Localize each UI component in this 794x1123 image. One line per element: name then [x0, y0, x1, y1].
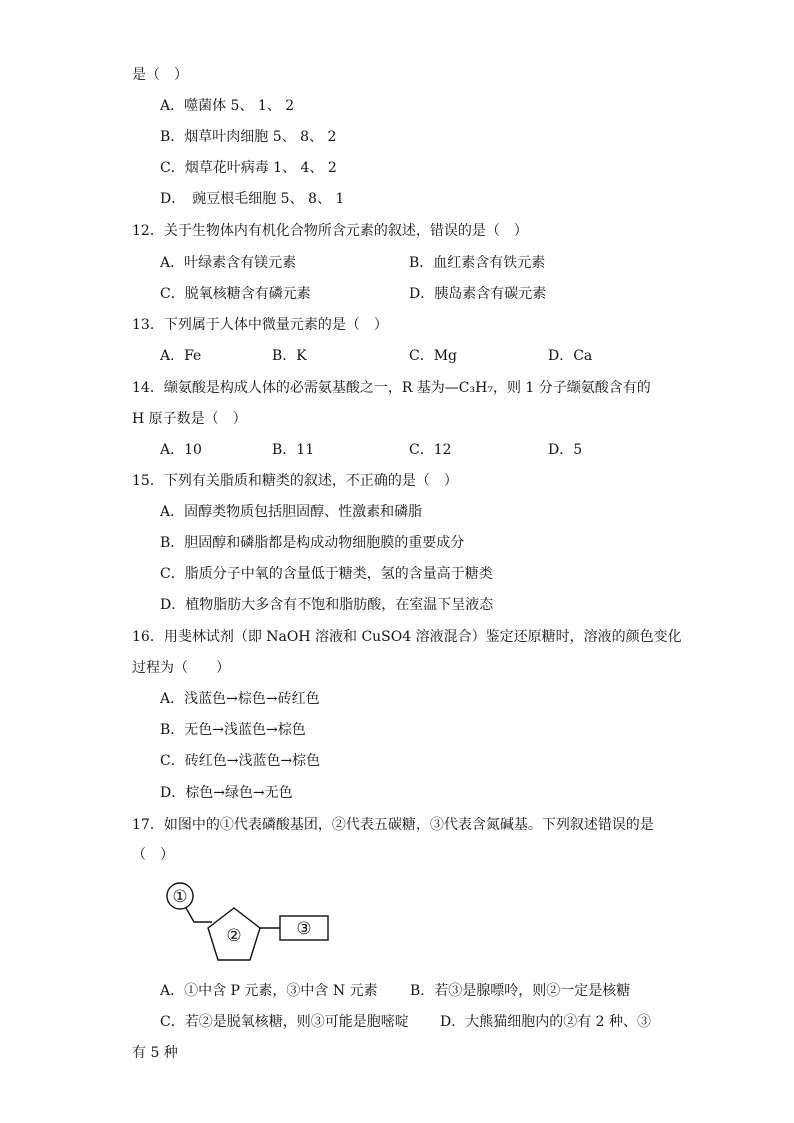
- q11-option-b: B．烟草叶肉细胞 5、 8、 2: [160, 129, 337, 145]
- q13-option-d: D．Ca: [548, 348, 593, 364]
- q12-option-c: C．脱氧核糖含有磷元素: [160, 286, 311, 302]
- q14-option-c: C．12: [409, 442, 452, 458]
- q13-option-c: C．Mg: [409, 348, 458, 364]
- phosphate-bond: [186, 908, 212, 922]
- q16-stem-line2: 过程为（ ）: [132, 660, 230, 676]
- q16-option-a: A．浅蓝色→棕色→砖红色: [160, 691, 320, 707]
- q16-option-d: D．棕色→绿色→无色: [160, 785, 293, 801]
- q17-option-c: C．若②是脱氧核糖，则③可能是胞嘧啶: [160, 1014, 409, 1030]
- q17-option-a: A．①中含 P 元素，③中含 N 元素: [160, 983, 378, 999]
- nucleotide-diagram: [160, 876, 340, 966]
- q11-stem-tail: 是（ ）: [132, 67, 188, 83]
- q14-option-a: A．10: [160, 442, 202, 458]
- q13-option-a: A．Fe: [160, 348, 202, 364]
- q15-option-b: B．胆固醇和磷脂都是构成动物细胞膜的重要成分: [160, 535, 465, 551]
- q15-option-c: C．脂质分子中氧的含量低于糖类，氢的含量高于糖类: [160, 566, 493, 582]
- q17-stem-line1: 17．如图中的①代表磷酸基团，②代表五碳糖，③代表含氮碱基。下列叙述错误的是: [132, 817, 654, 833]
- q11-option-a: A．噬菌体 5、 1、 2: [160, 98, 295, 114]
- q17-stem-line2: （ ）: [132, 847, 174, 863]
- q16-option-c: C．砖红色→浅蓝色→棕色: [160, 753, 321, 769]
- phosphate-label: ①: [172, 887, 188, 907]
- q17-option-d: D．大熊猫细胞内的②有 2 种、③: [440, 1014, 652, 1030]
- q12-option-d: D．胰岛素含有碳元素: [409, 286, 547, 302]
- q14-option-b: B．11: [272, 442, 315, 458]
- q14-stem-line2: H 原子数是（ ）: [132, 411, 247, 427]
- q11-option-d: D． 豌豆根毛细胞 5、 8、 1: [160, 191, 345, 207]
- q16-option-b: B．无色→浅蓝色→棕色: [160, 722, 306, 738]
- q15-option-d: D．植物脂肪大多含有不饱和脂肪酸，在室温下呈液态: [160, 597, 494, 613]
- q17-option-d-continued: 有 5 种: [132, 1045, 178, 1061]
- q11-option-c: C．烟草花叶病毒 1、 4、 2: [160, 160, 337, 176]
- q12-option-b: B．血红素含有铁元素: [409, 255, 546, 271]
- q14-option-d: D．5: [548, 442, 583, 458]
- q15-stem: 15．下列有关脂质和糖类的叙述，不正确的是（ ）: [132, 473, 458, 489]
- q13-stem: 13．下列属于人体中微量元素的是（ ）: [132, 317, 388, 333]
- q17-option-b: B．若③是腺嘌呤，则②一定是核糖: [410, 983, 631, 999]
- q15-option-a: A．固醇类物质包括胆固醇、性激素和磷脂: [160, 504, 423, 520]
- q12-stem: 12．关于生物体内有机化合物所含元素的叙述，错误的是（ ）: [132, 223, 528, 239]
- sugar-label: ②: [226, 926, 242, 946]
- q13-option-b: B．K: [272, 348, 307, 364]
- base-label: ③: [296, 919, 312, 939]
- q14-stem-line1: 14．缬氨酸是构成人体的必需氨基酸之一，R 基为—C₃H₇，则 1 分子缬氨酸含有的: [132, 380, 651, 396]
- q16-stem-line1: 16．用斐林试剂（即 NaOH 溶液和 CuSO4 溶液混合）鉴定还原糖时，溶液的颜色变化: [132, 629, 682, 645]
- q12-option-a: A．叶绿素含有镁元素: [160, 255, 297, 271]
